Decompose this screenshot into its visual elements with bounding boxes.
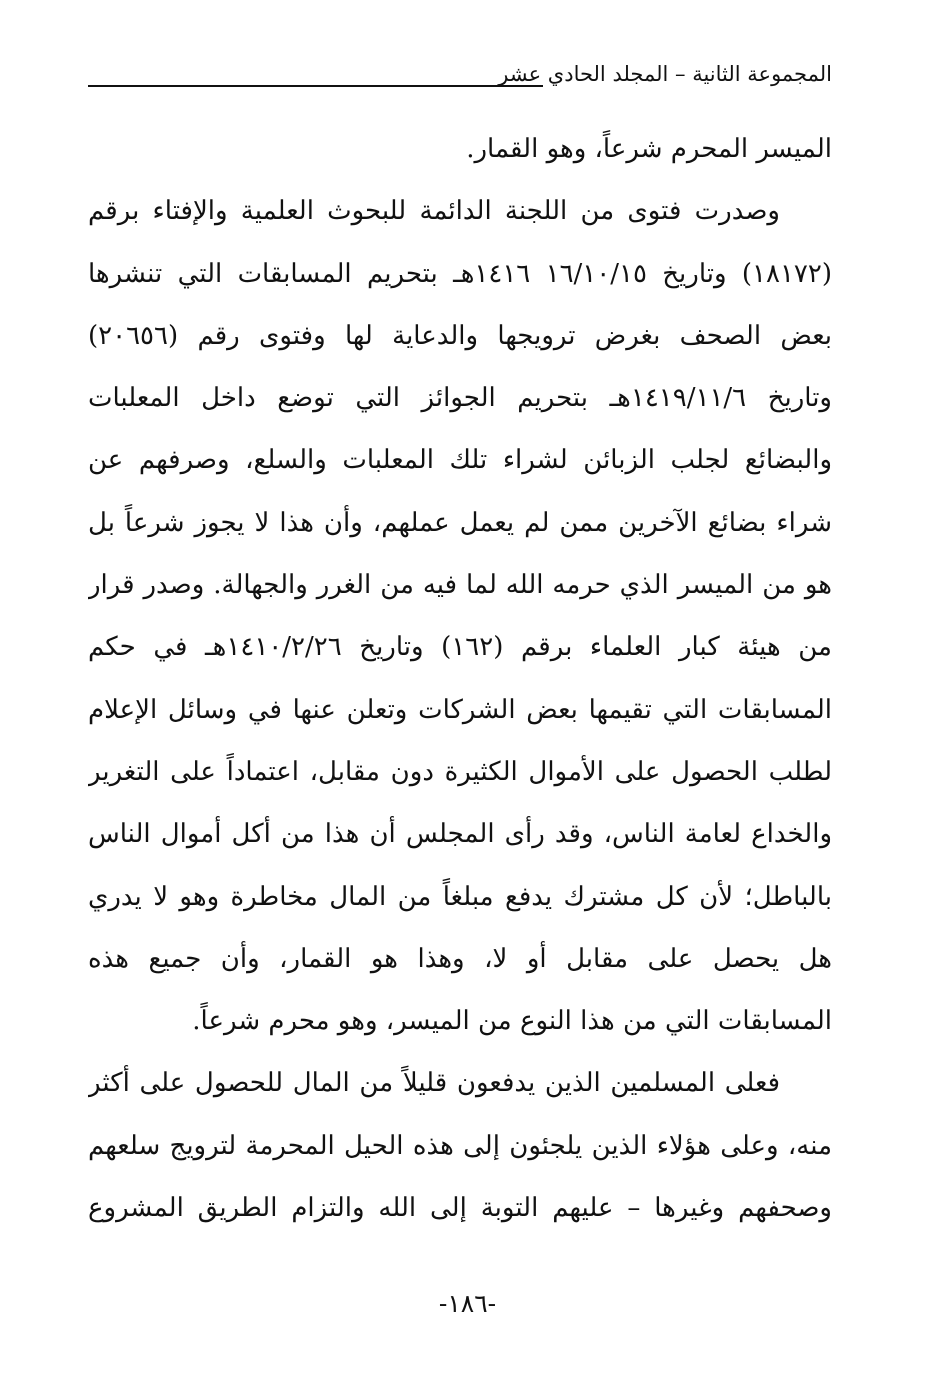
text-line: والبضائع لجلب الزبائن لشراء تلك المعلبات والسلع، وصرفهم عن	[88, 445, 832, 476]
text-line: وصدرت فتوى من اللجنة الدائمة للبحوث العلمية والإفتاء برقم	[88, 196, 780, 227]
text-line: هل يحصل على مقابل أو لا، وهذا هو القمار، وأن جميع هذه	[88, 943, 832, 974]
running-header	[88, 58, 832, 98]
text-line: بعض الصحف بغرض ترويجها والدعاية لها وفتوى رقم (٢٠٦٥٦)	[88, 320, 832, 351]
text-line: وصحفهم وغيرها – عليهم التوبة إلى الله والتزام الطريق المشروع	[88, 1193, 832, 1224]
text-line: لطلب الحصول على الأموال الكثيرة دون مقابل، اعتماداً على التغرير	[88, 756, 832, 787]
text-line: الميسر المحرم شرعاً، وهو القمار.	[466, 134, 832, 164]
text-line: المسابقات التي من هذا النوع من الميسر، وهو محرم شرعاً.	[192, 1006, 832, 1037]
body-text	[88, 118, 832, 1239]
text-line: والخداع لعامة الناس، وقد رأى المجلس أن هذا من أكل أموال الناس	[88, 819, 832, 850]
page-number: -١٨٦-	[438, 1289, 497, 1318]
text-line: بالباطل؛ لأن كل مشترك يدفع مبلغاً من المال مخاطرة وهو لا يدري	[88, 881, 832, 912]
text-line: شراء بضائع الآخرين ممن لم يعمل عملهم، وأن هذا لا يجوز شرعاً بل	[88, 507, 832, 538]
text-line: منه، وعلى هؤلاء الذين يلجئون إلى هذه الحيل المحرمة لترويج سلعهم	[88, 1130, 832, 1161]
header-title: المجموعة الثانية – المجلد الحادي عشر	[498, 62, 832, 86]
text-line: فعلى المسلمين الذين يدفعون قليلاً من المال للحصول على أكثر	[88, 1068, 780, 1099]
text-line: (١٨١٧٢) وتاريخ ١٦/١٠/١٥ ١٤١٦هـ بتحريم المسابقات التي تنشرها	[88, 258, 832, 289]
text-line: المسابقات التي تقيمها بعض الشركات وتعلن عنها في وسائل الإعلام	[88, 694, 832, 725]
text-line: وتاريخ ١٤١٩/١١/٦هـ بتحريم الجوائز التي توضع داخل المعلبات	[88, 383, 832, 414]
text-line: هو من الميسر الذي حرمه الله لما فيه من الغرر والجهالة. وصدر قرار	[88, 570, 832, 601]
text-line: من هيئة كبار العلماء برقم (١٦٢) وتاريخ ١٤١٠/٢/٢٦هـ في حكم	[88, 632, 832, 663]
header-rule	[88, 85, 543, 87]
